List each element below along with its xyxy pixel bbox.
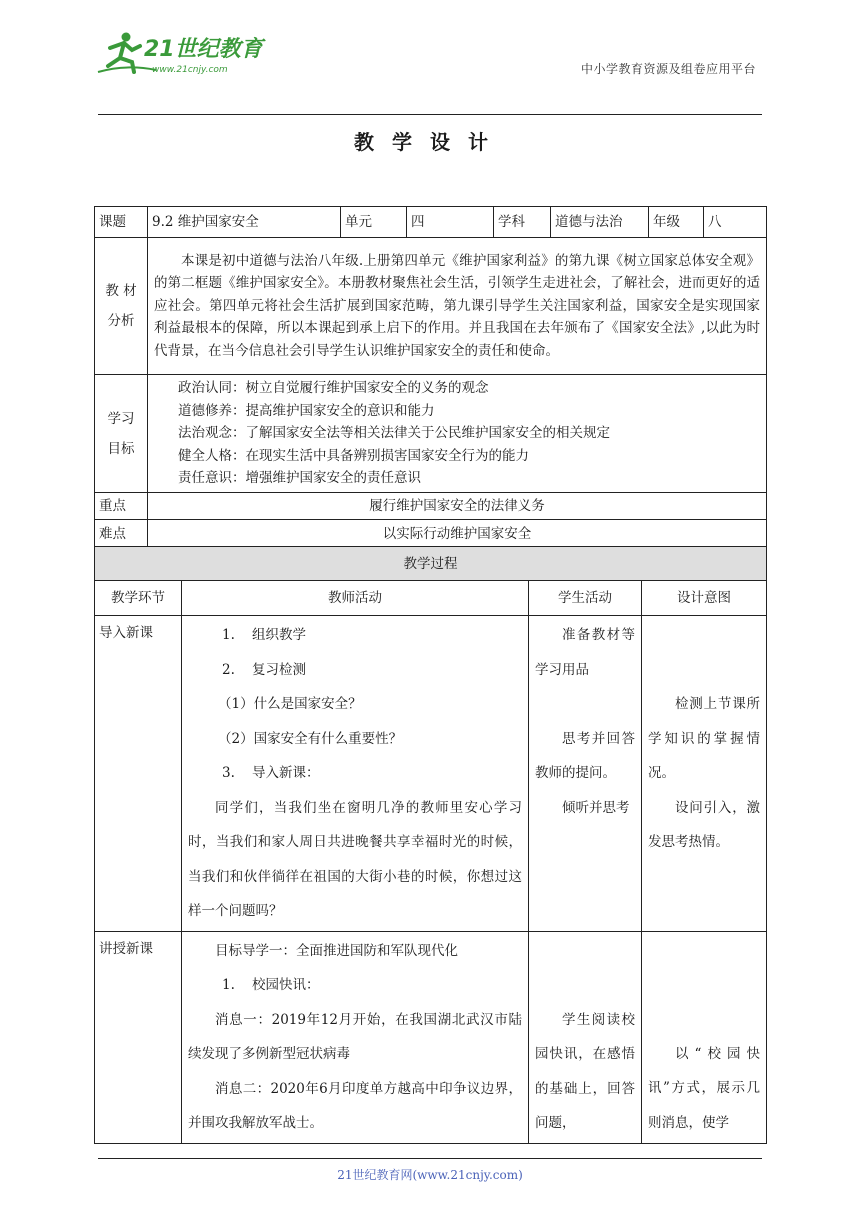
process-header-row (95, 581, 767, 616)
list-item: 1. 组织教学 (222, 627, 306, 643)
course-label: 课题 (95, 207, 148, 238)
student-activity-1: 准备教材等学习用品 (535, 627, 635, 678)
question-1: （1）什么是国家安全？ (218, 696, 362, 712)
page-header (0, 0, 860, 115)
info-row (95, 207, 767, 238)
list-item: 3. 导入新课： (222, 765, 320, 781)
analysis-label-line1: 教 材 (105, 283, 137, 299)
question-2: （2）国家安全有什么重要性？ (218, 730, 403, 747)
logo-url: www.21cnjy.com (152, 65, 228, 75)
intent-2: 设问引入，激发思考热情。 (648, 799, 760, 850)
intent-1: 检测上节课所学知识的掌握情况。 (648, 696, 760, 781)
footer-divider (98, 1158, 762, 1159)
header-teacher: 教师活动 (182, 581, 529, 616)
student-cell (529, 616, 642, 932)
intent-cell (642, 616, 767, 932)
info-table (94, 206, 767, 549)
goals-label-line1: 学习 (107, 410, 135, 427)
grade-label: 年级 (649, 207, 704, 238)
table-row (95, 931, 767, 1143)
header-divider (98, 114, 762, 115)
footer-link[interactable]: 21世纪教育网(www.21cnjy.com) (337, 1168, 523, 1182)
goal-item: 道德修养：提高维护国家安全的意识和能力 (178, 402, 435, 419)
teacher-cell (182, 931, 529, 1143)
difficulty-label: 难点 (95, 520, 148, 549)
subject-label: 学科 (494, 207, 551, 238)
list-item: 2. 复习检测 (222, 661, 306, 678)
analysis-label-line2: 分析 (107, 313, 135, 329)
teacher-cell (182, 616, 529, 932)
stage-cell: 讲授新课 (95, 931, 182, 1143)
analysis-label (95, 238, 148, 375)
difficulty-value: 以实际行动维护国家安全 (148, 520, 767, 549)
process-table (94, 546, 767, 1144)
student-activity-1: 学生阅读校园快讯，在感悟的基础上，回答问题， (535, 1011, 635, 1131)
goal-item: 政治认同：树立自觉履行维护国家安全的义务的观念 (178, 380, 489, 397)
course-value: 9.2 维护国家安全 (148, 207, 341, 238)
student-activity-2: 思考并回答教师的提问。 (535, 730, 635, 781)
subject-value: 道德与法治 (551, 207, 649, 238)
process-title: 教学过程 (95, 547, 767, 581)
goals-row (95, 375, 767, 493)
unit-value: 四 (407, 207, 494, 238)
stage-cell: 导入新课 (95, 616, 182, 932)
news-1: 消息一：2019年12月开始，在我国湖北武汉市陆续发现了多例新型冠状病毒 (188, 1011, 522, 1062)
goals-label-line2: 目标 (107, 440, 135, 457)
logo-21cnjy (96, 28, 266, 78)
goals-label (95, 375, 148, 493)
header-intent: 设计意图 (642, 581, 767, 616)
student-cell (529, 931, 642, 1143)
table-row (95, 616, 767, 932)
intent-1: 以“校园快讯”方式，展示几则消息，使学 (648, 1045, 760, 1131)
key-point-row (95, 493, 767, 520)
header-stage: 教学环节 (95, 581, 182, 616)
process-title-row (95, 547, 767, 581)
list-item: 1. 校园快讯： (222, 977, 320, 993)
platform-name: 中小学教育资源及组卷应用平台 (580, 62, 756, 76)
intro-paragraph: 同学们，当我们坐在窗明几净的教师里安心学习时，当我们和家人周日共进晚餐共享幸福时光的时候，当我们和伙伴徜徉在祖国的大街小巷的时候，你想过这样一个问题吗？ (188, 799, 522, 919)
header-student: 学生活动 (529, 581, 642, 616)
goal-item: 责任意识：增强维护国家安全的责任意识 (178, 470, 421, 487)
goal-item: 健全人格：在现实生活中具备辨别损害国家安全行为的能力 (178, 447, 529, 464)
logo-text: 21世纪教育 (144, 37, 263, 62)
goal-heading: 目标导学一：全面推进国防和军队现代化 (215, 942, 458, 959)
difficulty-row (95, 520, 767, 549)
page-title: 教学设计 (354, 130, 506, 154)
intent-cell (642, 931, 767, 1143)
grade-value: 八 (704, 207, 767, 238)
key-point-label: 重点 (95, 493, 148, 520)
news-2: 消息二：2020年6月印度单方越高中印争议边界，并围攻我解放军战士。 (188, 1080, 522, 1131)
analysis-text: 本课是初中道德与法治八年级.上册第四单元《维护国家利益》的第九课《树立国家总体安全观》的第二框题《维护国家安全》。本册教材聚焦社会生活，引领学生走进社会，了解社会，进而更好的适应社会。第四单元将社会生活扩展到国家范畴，第九课引导学生关注国家利益，国家安全是实现国家利益最根本的保障，所以本课起到承上启下的作用。并且我国在去年颁布了《国家安全法》,以此为时代背景，在当今信息社会引导学生认识维护国家安全的责任和使命。 (148, 238, 767, 375)
goals-list (148, 375, 767, 493)
goal-item: 法治观念：了解国家安全法等相关法律关于公民维护国家安全的相关规定 (178, 425, 610, 442)
analysis-row (95, 238, 767, 375)
student-activity-3: 倾听并思考 (562, 799, 630, 816)
unit-label: 单元 (341, 207, 407, 238)
key-point-value: 履行维护国家安全的法律义务 (148, 493, 767, 520)
